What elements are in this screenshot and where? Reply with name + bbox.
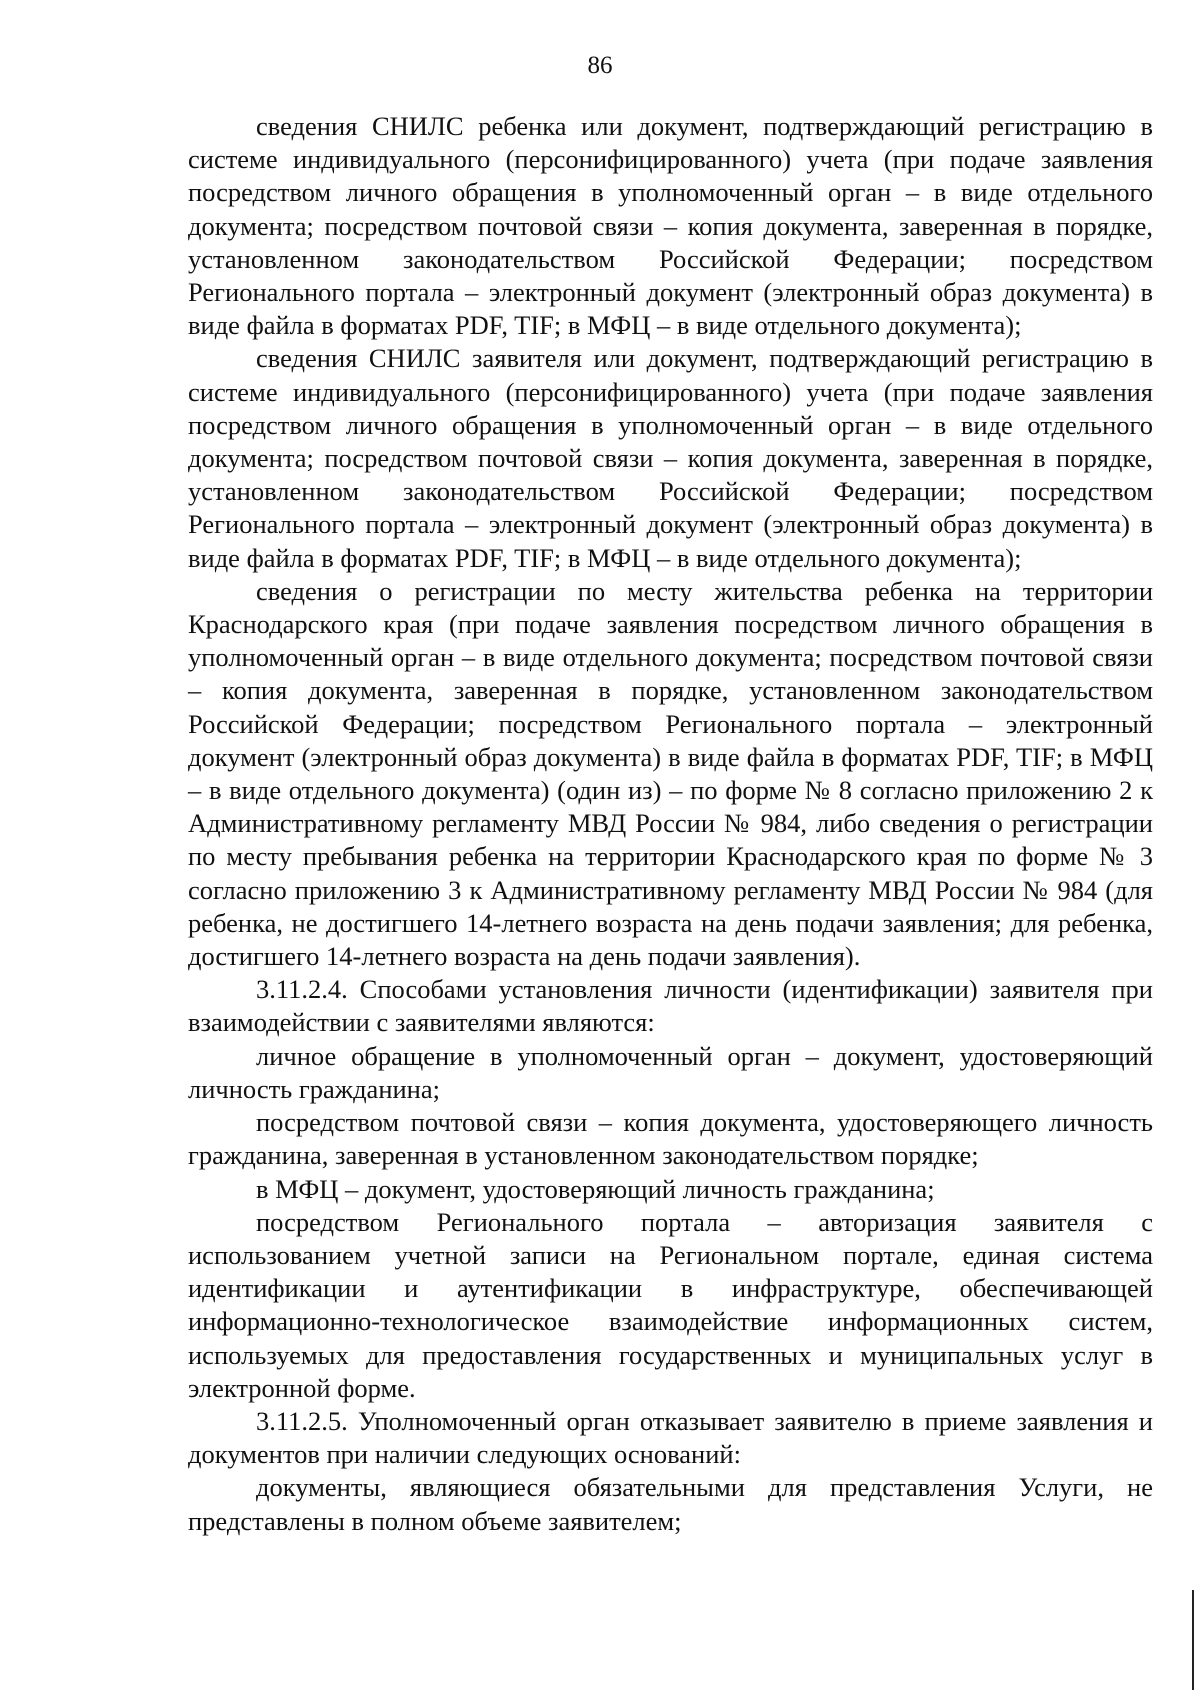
paragraph-personal-visit: личное обращение в уполномоченный орган – документ, удостоверяющий личность гражданина; <box>188 1040 1153 1104</box>
document-body <box>188 110 1153 1538</box>
paragraph-refusal-grounds: 3.11.2.5. Уполномоченный орган отказывает заявителю в приеме заявления и документов при наличии следующих оснований: <box>188 1405 1153 1470</box>
paragraph-applicant-snils: сведения СНИЛС заявителя или документ, подтверждающий регистрацию в системе индивидуального (персонифицированного) учета (при подаче заявления посредством личного обращения в уполномоченный орган – в виде отдельного документа; посредством почтовой связи – копия документа, заверенная в порядке, установленном законодательством Российской Федерации; посредством Регионального портала – электронный документ (электронный образ документа) в виде файла в форматах PDF, TIF; в МФЦ – в виде отдельного документа); <box>188 343 1153 573</box>
paragraph-regional-portal: посредством Регионального портала – авторизация заявителя с использованием учетной записи на Региональном портале, единая система идентификации и аутентификации в инфраструктуре, обеспечивающей информационно-технологическое взаимодействие информационных систем, используемых для предоставления государственных и муниципальных услуг в электронной форме. <box>188 1206 1153 1403</box>
paragraph-postal: посредством почтовой связи – копия документа, удостоверяющего личность гражданина, заверенная в установленном законодательством порядке; <box>188 1107 1153 1171</box>
scan-edge-mark <box>1192 1590 1194 1690</box>
paragraph-child-snils: сведения СНИЛС ребенка или документ, подтверждающий регистрацию в системе индивидуального (персонифицированного) учета (при подаче заявления посредством личного обращения в уполномоченный орган – в виде отдельного документа; посредством почтовой связи – копия документа, заверенная в порядке, установленном законодательством Российской Федерации; посредством Регионального портала – электронный документ (электронный образ документа) в виде файла в форматах PDF, TIF; в МФЦ – в виде отдельного документа); <box>188 111 1153 341</box>
paragraph-identification-methods: 3.11.2.4. Способами установления личности (идентификации) заявителя при взаимодействии с заявителями являются: <box>188 974 1153 1038</box>
paragraph-mfc: в МФЦ – документ, удостоверяющий личность гражданина; <box>256 1173 935 1204</box>
page-number: 86 <box>587 52 613 79</box>
paragraph-residence-registration: сведения о регистрации по месту жительства ребенка на территории Краснодарского края (при подаче заявления посредством личного обращения в уполномоченный орган – в виде отдельного документа; посредством почтовой связи – копия документа, заверенная в порядке, установленном законодательством Российской Федерации; посредством Регионального портала – электронный документ (электронный образ документа) в виде файла в форматах PDF, TIF; в МФЦ – в виде отдельного документа) (один из) – по форме № 8 согласно приложению 2 к Административному регламенту МВД России № 984, либо сведения о регистрации по месту пребывания ребенка на территории Краснодарского края по форме № 3 согласно приложению 3 к Административному регламенту МВД России № 984 (для ребенка, не достигшего 14-летнего возраста на день подачи заявления; для ребенка, достигшего 14-летнего возраста на день подачи заявления). <box>188 575 1153 972</box>
paragraph-incomplete-documents: документы, являющиеся обязательными для представления Услуги, не представлены в полном объеме заявителем; <box>188 1472 1153 1536</box>
